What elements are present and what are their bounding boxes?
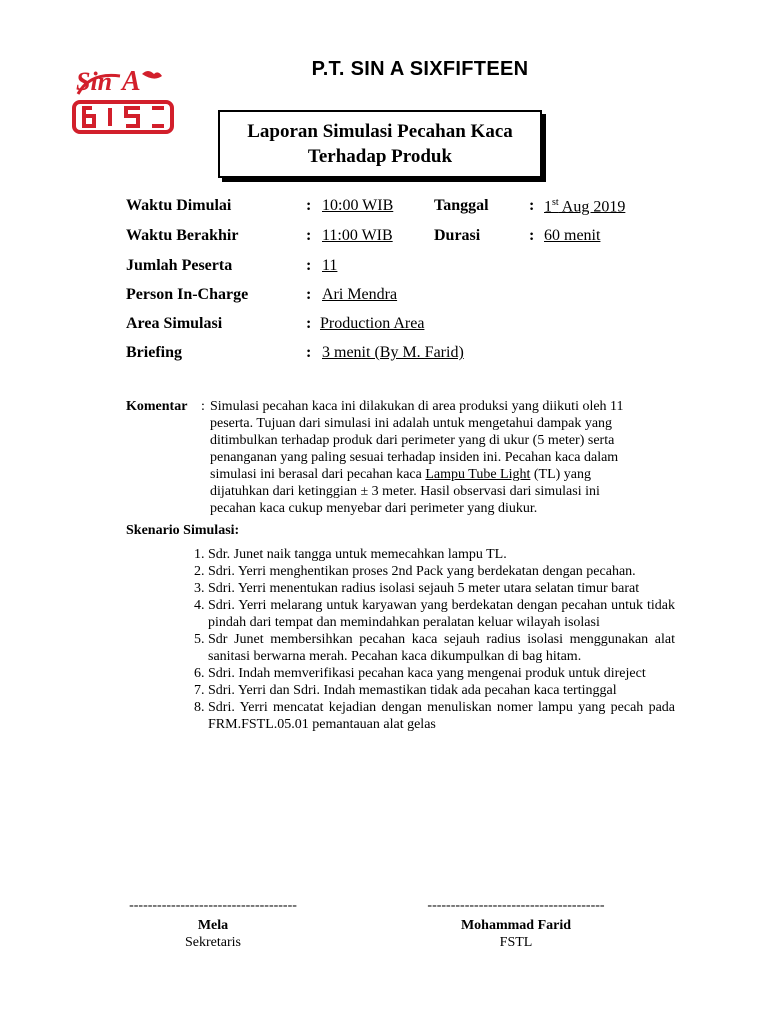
scenario-steps-list bbox=[182, 546, 675, 733]
end-time-value: 11:00 WIB bbox=[322, 227, 393, 244]
duration-label: Durasi bbox=[434, 227, 481, 244]
comment-text: Simulasi pecahan kaca ini dilakukan di area produksi yang diikuti oleh 11 peserta. Tujuan dari simulasi ini adalah untuk mengetahui dampak yang ditimbulkan terhadap produk dari perimeter yang di ukur (5 meter) serta penanganan yang paling sesuai terhadap insiden ini. Pecahan kaca dalam simulasi ini berasal dari pecahan kaca Lampu Tube Light (TL) yang dijatuhkan dari ketinggian ± 3 meter. Hasil observasi dari simulasi ini pecahan kaca cukup menyebar dari perimeter yang diukur. bbox=[210, 399, 624, 516]
pic-value: Ari Mendra bbox=[322, 286, 398, 303]
comment-colon: : bbox=[201, 399, 205, 414]
signature-left bbox=[126, 898, 300, 951]
pic-label: Person In-Charge bbox=[126, 286, 249, 303]
date-label: Tanggal bbox=[434, 197, 489, 214]
report-title-line1: Laporan Simulasi Pecahan Kaca bbox=[247, 121, 513, 142]
svg-text:Sin: Sin bbox=[76, 67, 113, 96]
scenario-step: 8. Sdri. Yerri mencatat kejadian dengan menuliskan nomer lampu yang pecah pada FRM.FSTL.05.01 pemantauan alat gelas bbox=[208, 699, 675, 733]
report-title-line2: Terhadap Produk bbox=[307, 146, 453, 167]
area-label: Area Simulasi bbox=[126, 315, 223, 332]
scenario-step: 4. Sdri. Yerri melarang untuk karyawan yang berdekatan dengan pecahan untuk tidak pindah dari tempat dan memindahkan peralatan keluar wilayah isolasi bbox=[208, 597, 675, 631]
signer-name: Mela bbox=[197, 918, 229, 933]
signer-name: Mohammad Farid bbox=[460, 918, 572, 933]
scenario-step: 5. Sdr Junet membersihkan pecahan kaca sejauh radius isolasi menggunakan alat sanitasi berwarna merah. Pecahan kaca dikumpulkan di bag hitam. bbox=[208, 631, 675, 665]
scenario-step: 6. Sdri. Indah memverifikasi pecahan kaca yang mengenai produk untuk direject bbox=[208, 665, 675, 682]
participants-label: Jumlah Peserta bbox=[126, 257, 233, 274]
duration-value: 60 menit bbox=[544, 227, 601, 244]
lamp-type-text: Lampu Tube Light bbox=[425, 467, 531, 482]
area-value: Production Area bbox=[320, 315, 425, 332]
colon: : bbox=[306, 257, 312, 274]
briefing-value: 3 menit (By M. Farid) bbox=[322, 344, 464, 361]
colon: : bbox=[529, 197, 535, 214]
start-time-label: Waktu Dimulai bbox=[126, 197, 232, 214]
scenario-step: 1. Sdr. Junet naik tangga untuk memecahkan lampu TL. bbox=[208, 546, 675, 563]
scenario-step: 2. Sdri. Yerri menghentikan proses 2nd Pack yang berdekatan dengan pecahan. bbox=[208, 563, 675, 580]
comment-label: Komentar bbox=[126, 399, 188, 414]
participants-value: 11 bbox=[322, 257, 338, 274]
company-logo bbox=[70, 64, 176, 138]
end-time-label: Waktu Berakhir bbox=[126, 227, 239, 244]
svg-text:A: A bbox=[122, 66, 141, 97]
signature-right bbox=[424, 898, 608, 951]
date-value: 1st Aug 2019 bbox=[544, 197, 626, 216]
report-title-box bbox=[218, 110, 542, 178]
colon: : bbox=[529, 227, 535, 244]
signature-line: ------------------------------------ bbox=[129, 898, 297, 913]
start-time-value: 10:00 WIB bbox=[322, 197, 394, 214]
colon: : bbox=[306, 315, 312, 332]
colon: : bbox=[306, 197, 312, 214]
colon: : bbox=[306, 227, 312, 244]
signer-role: Sekretaris bbox=[185, 935, 241, 950]
scenario-step: 3. Sdri. Yerri menentukan radius isolasi sejauh 5 meter utara selatan timur barat bbox=[208, 580, 675, 597]
scenario-title: Skenario Simulasi: bbox=[126, 523, 240, 538]
colon: : bbox=[306, 344, 312, 361]
scenario-step: 7. Sdri. Yerri dan Sdri. Indah memastikan tidak ada pecahan kaca tertinggal bbox=[208, 682, 675, 699]
sina-615-logo-icon bbox=[70, 64, 176, 138]
signature-line: -------------------------------------- bbox=[427, 898, 605, 913]
signer-role: FSTL bbox=[499, 935, 533, 950]
briefing-label: Briefing bbox=[126, 344, 182, 361]
company-name: P.T. SIN A SIXFIFTEEN bbox=[311, 58, 529, 80]
colon: : bbox=[306, 286, 312, 303]
